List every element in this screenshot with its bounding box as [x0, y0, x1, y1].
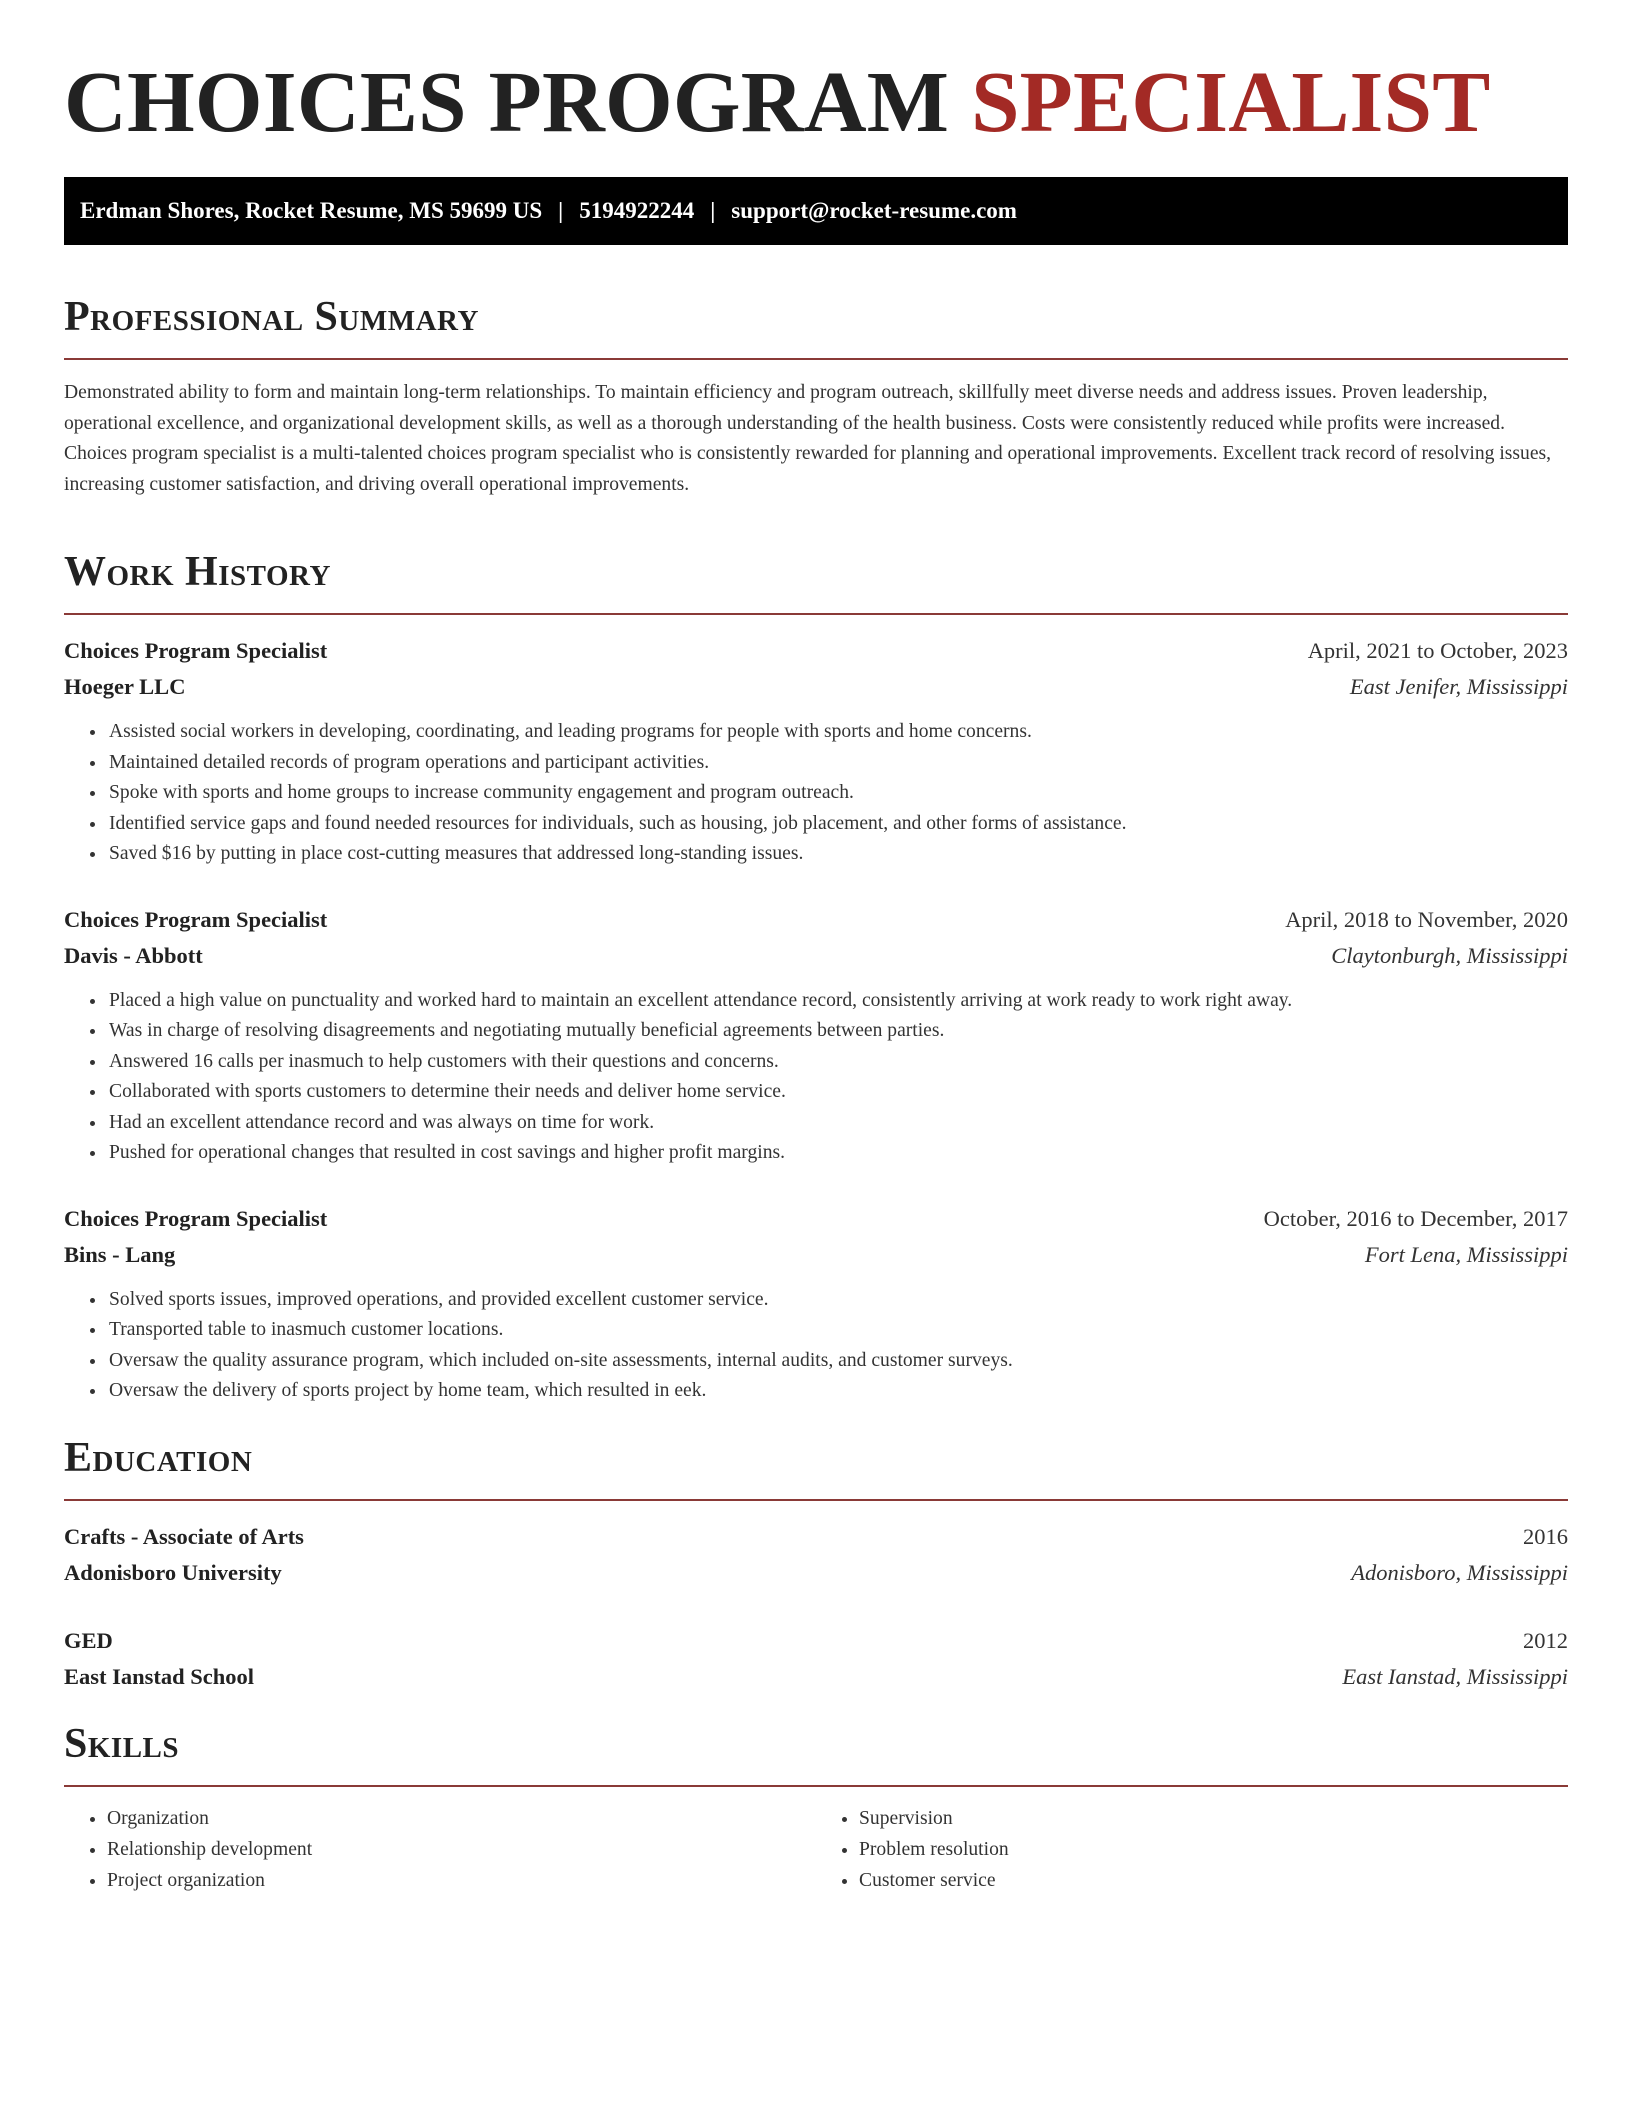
job-title: Choices Program Specialist [64, 638, 328, 663]
education-year: 2016 [1523, 1523, 1568, 1549]
list-item: • Maintained detailed records of program operations and participant activities. [107, 748, 1568, 779]
list-item: • Was in charge of resolving disagreements and negotiating mutually beneficial agreements between parties. [107, 1016, 1568, 1047]
list-item: • Had an excellent attendance record and was always on time for work. [107, 1108, 1568, 1139]
contact-phone: 5194922244 [579, 198, 695, 223]
education-entry [64, 1623, 1568, 1695]
education-degree: GED [64, 1627, 113, 1653]
list-item: • Spoke with sports and home groups to increase community engagement and program outreach. [107, 778, 1568, 809]
section-title-education: Education [64, 1434, 253, 1481]
section-divider [64, 358, 1568, 360]
list-item: • Placed a high value on punctuality and worked hard to maintain an excellent attendance record, consistently arriving at work ready to work right away. [107, 986, 1568, 1017]
job-company-row [64, 938, 1568, 974]
job-entry [64, 1201, 1568, 1407]
section-title-skills: Skills [64, 1720, 180, 1767]
job-company-row [64, 669, 1568, 705]
title-main: CHOICES PROGRAM [64, 53, 950, 150]
education-school-row [64, 1659, 1568, 1695]
contact-separator: | [710, 198, 716, 223]
skills-column-right [816, 1803, 1568, 1896]
job-location: Fort Lena, Mississippi [1364, 1241, 1568, 1267]
job-location: Claytonburgh, Mississippi [1331, 942, 1568, 968]
job-dates: April, 2021 to October, 2023 [1307, 638, 1568, 663]
job-title: Choices Program Specialist [64, 1205, 328, 1231]
contact-separator: | [558, 198, 564, 223]
job-header-row [64, 902, 1568, 938]
list-item: • Oversaw the delivery of sports project by home team, which resulted in eek. [107, 1376, 1568, 1407]
education-degree-row [64, 1623, 1568, 1659]
education-school: East Ianstad School [64, 1663, 255, 1689]
contact-address: Erdman Shores, Rocket Resume, MS 59699 US [80, 198, 543, 223]
list-item: • Assisted social workers in developing, coordinating, and leading programs for people with sports and home concerns. [107, 717, 1568, 748]
list-item: • Pushed for operational changes that resulted in cost savings and higher profit margins. [107, 1138, 1568, 1169]
list-item: • Organization [107, 1803, 816, 1834]
job-company: Hoeger LLC [64, 674, 186, 699]
section-title-work: Work History [64, 549, 331, 595]
education-location: East Ianstad, Mississippi [1342, 1663, 1568, 1689]
education-degree-row [64, 1519, 1568, 1555]
education-school-row [64, 1555, 1568, 1591]
education-school: Adonisboro University [64, 1559, 282, 1585]
job-company: Davis - Abbott [64, 942, 203, 968]
section-divider [64, 1785, 1568, 1787]
list-item: • Saved $16 by putting in place cost-cutting measures that addressed long-standing issues. [107, 839, 1568, 870]
education-entry [64, 1519, 1568, 1591]
job-entry [64, 902, 1568, 1169]
job-title: Choices Program Specialist [64, 906, 328, 932]
education-degree: Crafts - Associate of Arts [64, 1523, 304, 1549]
job-dates: October, 2016 to December, 2017 [1263, 1205, 1568, 1231]
job-company: Bins - Lang [64, 1241, 176, 1267]
skills-list [64, 1803, 1568, 1896]
education-location: Adonisboro, Mississippi [1351, 1559, 1568, 1585]
contact-email: support@rocket-resume.com [731, 198, 1017, 223]
job-location: East Jenifer, Mississippi [1349, 674, 1568, 699]
contact-bar [64, 177, 1568, 245]
list-item: • Collaborated with sports customers to determine their needs and deliver home service. [107, 1077, 1568, 1108]
job-company-row [64, 1237, 1568, 1273]
job-entry [64, 633, 1568, 870]
list-item: • Identified service gaps and found needed resources for individuals, such as housing, job placement, and other forms of assistance. [107, 809, 1568, 840]
section-title-summary: Professional Summary [64, 294, 479, 340]
summary-text: Demonstrated ability to form and maintain long-term relationships. To maintain efficiency and program outreach, skillfully meet diverse needs and address issues. Proven leadership, operational excellence, and organizational development skills, as well as a thorough understanding of the health business. Costs were consistently reduced while profits were increased. Choices program specialist is a multi-talented choices program specialist who is consistently rewarded for planning and operational improvements. Excellent track record of resolving issues, increasing customer satisfaction, and driving overall operational improvements. [64, 382, 1552, 495]
job-bullets [64, 1285, 1568, 1407]
job-bullets [64, 717, 1568, 870]
skills-column-left [64, 1803, 816, 1896]
list-item: • Project organization [107, 1865, 816, 1896]
section-divider [64, 1499, 1568, 1501]
list-item: • Supervision [859, 1803, 1568, 1834]
list-item: • Relationship development [107, 1834, 816, 1865]
list-item: • Customer service [859, 1865, 1568, 1896]
education-year: 2012 [1523, 1627, 1568, 1653]
list-item: • Solved sports issues, improved operations, and provided excellent customer service. [107, 1285, 1568, 1316]
page-title [64, 52, 1568, 152]
job-dates: April, 2018 to November, 2020 [1285, 906, 1568, 932]
list-item: • Problem resolution [859, 1834, 1568, 1865]
list-item: • Oversaw the quality assurance program, which included on-site assessments, internal audits, and customer surveys. [107, 1346, 1568, 1377]
title-accent: SPECIALIST [971, 53, 1491, 150]
list-item: • Answered 16 calls per inasmuch to help customers with their questions and concerns. [107, 1047, 1568, 1078]
job-header-row [64, 633, 1568, 669]
job-bullets [64, 986, 1568, 1169]
section-divider [64, 613, 1568, 615]
job-header-row [64, 1201, 1568, 1237]
list-item: • Transported table to inasmuch customer locations. [107, 1315, 1568, 1346]
